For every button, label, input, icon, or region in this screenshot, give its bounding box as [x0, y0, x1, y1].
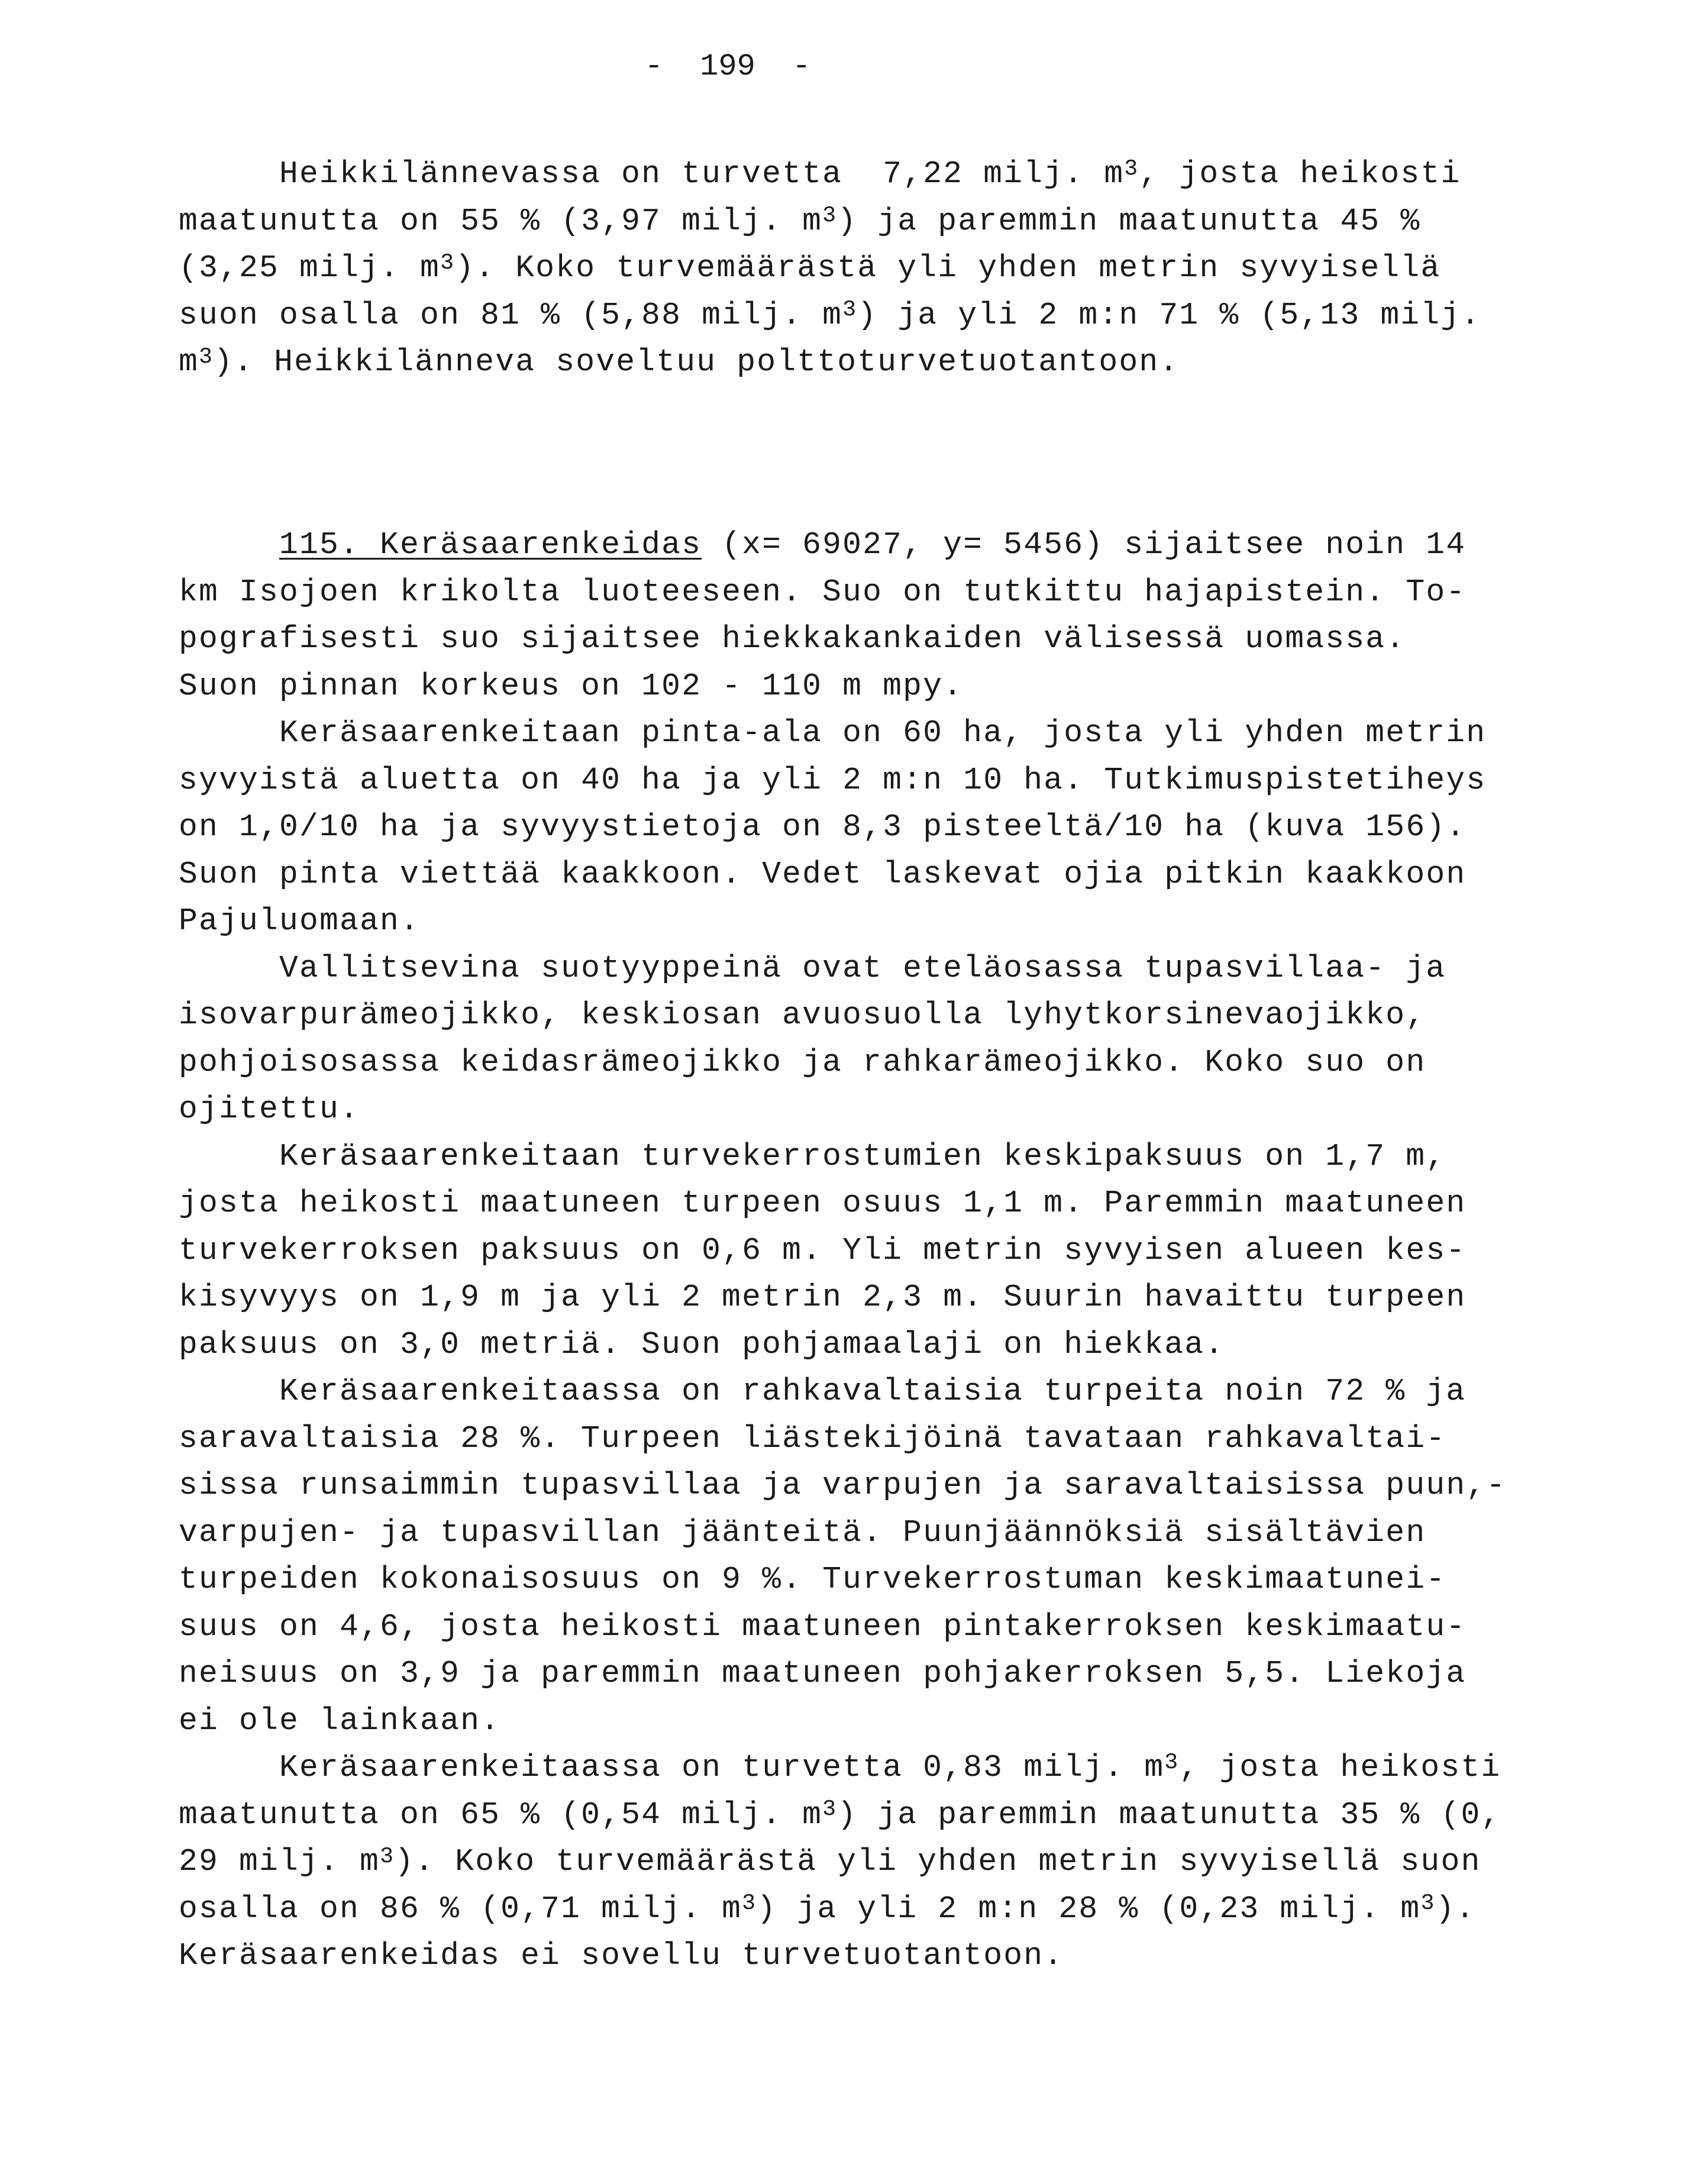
text-line: Heikkilännevassa on turvetta 7,22 milj. $m^3$, josta heikosti: [279, 156, 1461, 192]
text-line: (3,25 milj. $m^3$). Koko turvemäärästä yli yhden metrin syvyisellä: [179, 250, 1441, 286]
text-line: maatunutta on 55 % (3,97 milj. $m^3$) ja paremmin maatunutta 45 %: [179, 203, 1421, 239]
text-line: osalla on 86 % (0,71 milj. $m^3$) ja yli 2 m:n 28 % (0,23 milj. $m^3$).: [179, 1891, 1476, 1927]
text-line: paksuus on 3,0 metriä. Suon pohjamaalaji on hiekkaa.: [179, 1326, 1225, 1362]
text-line: pografisesti suo sijaitsee hiekkakankaiden välisessä uomassa.: [179, 621, 1406, 657]
text-line: sissa runsaimmin tupasvillaa ja varpujen ja saravaltaisissa puun,-: [179, 1468, 1507, 1503]
section-heading: 115. Keräsaarenkeidas: [279, 527, 702, 563]
text-line: 29 milj. $m^3$). Koko turvemäärästä yli yhden metrin syvyisellä suon: [179, 1843, 1481, 1879]
intro-paragraph: [179, 151, 1504, 386]
text-line: km Isojoen krikolta luoteeseen. Suo on tutkittu hajapistein. To-: [179, 574, 1467, 610]
text-line: turpeiden kokonaisosuus on 9 %. Turvekerrostuman keskimaatunei-: [179, 1562, 1446, 1597]
text-line: Vallitsevina suotyyppeinä ovat eteläosassa tupasvillaa- ja: [279, 950, 1446, 986]
section-115: [179, 522, 1507, 1980]
text-line: syvyistä aluetta on 40 ha ja yli 2 m:n 10 ha. Tutkimuspistetiheys: [179, 762, 1487, 798]
text-line: neisuus on 3,9 ja paremmin maatuneen pohjakerroksen 5,5. Liekoja: [179, 1656, 1467, 1691]
text-line: isovarpurämeojikko, keskiosan avuosuolla lyhytkorsinevaojikko,: [179, 997, 1426, 1033]
text-line: ei ole lainkaan.: [179, 1702, 501, 1739]
page-number: - 199 -: [644, 49, 811, 84]
text-line: josta heikosti maatuneen turpeen osuus 1,1 m. Paremmin maatuneen: [179, 1185, 1467, 1221]
text-line: Keräsaarenkeitaassa on turvetta 0,83 milj. $m^3$, josta heikosti: [279, 1749, 1501, 1785]
text-line: Pajuluomaan.: [179, 903, 421, 939]
text-line: turvekerroksen paksuus on 0,6 m. Yli metrin syvyisen alueen kes-: [179, 1232, 1467, 1268]
text-line: Keräsaarenkeitaassa on rahkavaltaisia turpeita noin 72 % ja: [279, 1374, 1467, 1409]
text-line: maatunutta on 65 % (0,54 milj. $m^3$) ja paremmin maatunutta 35 % (0,: [179, 1797, 1501, 1833]
text-line: $m^3$). Heikkilänneva soveltuu polttoturvetuotantoon.: [179, 344, 1180, 380]
text-line: Keräsaarenkeitaan turvekerrostumien keskipaksuus on 1,7 m,: [279, 1138, 1446, 1174]
section-heading-line: 115. Keräsaarenkeidas (x= 69027, y= 5456) sijaitsee noin 14: [279, 527, 1467, 563]
text-line: on 1,0/10 ha ja syvyystietoja on 8,3 pisteeltä/10 ha (kuva 156).: [179, 809, 1467, 845]
text-line: Suon pinnan korkeus on 102 - 110 m mpy.: [179, 668, 964, 704]
text-line: Suon pinta viettää kaakkoon. Vedet laskevat ojia pitkin kaakkoon: [179, 856, 1467, 892]
text-line: pohjoisosassa keidasrämeojikko ja rahkarämeojikko. Koko suo on: [179, 1044, 1426, 1080]
text-line: suon osalla on 81 % (5,88 milj. $m^3$) ja yli 2 m:n 71 % (5,13 milj.: [179, 297, 1481, 333]
text-line: Keräsaarenkeidas ei sovellu turvetuotantoon.: [179, 1938, 1064, 1973]
text-line: saravaltaisia 28 %. Turpeen liästekijöinä tavataan rahkavaltai-: [179, 1420, 1446, 1456]
text-line: varpujen- ja tupasvillan jäänteitä. Puunjäännöksiä sisältävien: [179, 1514, 1426, 1550]
text-line: kisyvyys on 1,9 m ja yli 2 metrin 2,3 m. Suurin havaittu turpeen: [179, 1280, 1467, 1315]
text-line: ojitettu.: [179, 1091, 360, 1127]
text-line: Keräsaarenkeitaan pinta-ala on 60 ha, josta yli yhden metrin: [279, 715, 1487, 751]
text-line: suus on 4,6, josta heikosti maatuneen pintakerroksen keskimaatu-: [179, 1608, 1467, 1645]
